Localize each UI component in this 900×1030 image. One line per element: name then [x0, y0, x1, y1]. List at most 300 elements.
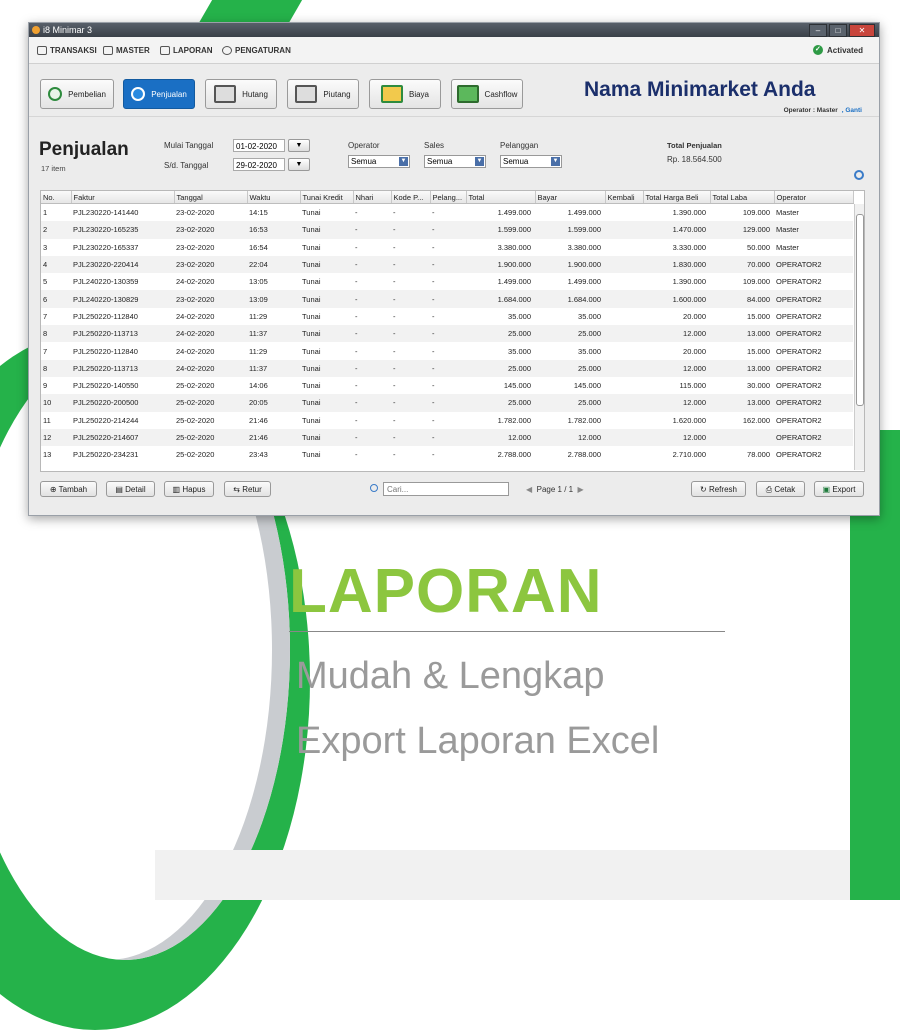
table-header: [41, 191, 853, 204]
table-cell: [605, 446, 643, 463]
table-cell: 25-02-2020: [176, 415, 215, 425]
store-name: Nama Minimarket Anda: [584, 78, 816, 101]
table-cell: -: [391, 325, 430, 342]
table-cell: 10: [41, 394, 71, 411]
chevron-down-icon: ▼: [552, 158, 559, 164]
table-cell: Tunai: [300, 325, 353, 342]
table-cell: Master: [776, 208, 799, 218]
table-row[interactable]: [41, 394, 853, 411]
table-cell: 3.380.000: [567, 242, 601, 252]
tab-biaya[interactable]: Biaya: [369, 79, 441, 109]
cart-icon: [37, 46, 47, 55]
table-cell: Tunai: [302, 277, 321, 287]
table-cell: -: [353, 325, 391, 342]
print-icon: ⎙: [765, 485, 775, 494]
table-cell: PJL240220-130829: [71, 290, 174, 307]
table-cell: -: [432, 415, 435, 425]
sales-table: [40, 190, 865, 472]
table-cell: -: [355, 311, 358, 321]
sale-icon: [131, 87, 145, 101]
item-count: 17 item: [41, 164, 66, 173]
table-cell: PJL250220-234231: [73, 450, 139, 460]
table-cell: -: [432, 208, 435, 218]
plus-icon: ⊕: [49, 485, 59, 494]
table-cell: 12.000: [643, 394, 710, 411]
table-cell: [605, 221, 643, 238]
table-row[interactable]: [41, 221, 853, 238]
table-cell: 12.000: [643, 325, 710, 342]
table-cell: 11:29: [249, 311, 268, 321]
table-cell: -: [355, 450, 358, 460]
table-cell: -: [353, 429, 391, 446]
table-cell: [605, 308, 643, 325]
table-cell: 11:37: [247, 360, 300, 377]
table-cell: 1.600.000: [643, 290, 710, 307]
table-cell: -: [353, 360, 391, 377]
table-cell: [605, 273, 643, 290]
table-cell: -: [432, 311, 435, 321]
menu-pengaturan[interactable]: PENGATURAN: [222, 46, 291, 55]
search-icon: [370, 484, 378, 492]
table-cell: 1: [43, 208, 48, 218]
table-cell: -: [393, 311, 396, 321]
page-indicator: Page 1 / 1: [536, 485, 574, 494]
ganti-link[interactable]: , Ganti: [841, 107, 862, 114]
return-icon: ⇆: [233, 485, 243, 494]
table-cell: OPERATOR2: [774, 256, 853, 273]
total-penjualan-value: Rp. 18.564.500: [667, 155, 722, 164]
table-cell: -: [391, 429, 430, 446]
table-cell: Tunai: [302, 450, 321, 460]
table-cell: PJL230220-141440: [73, 208, 139, 218]
table-cell: 13.000: [710, 360, 774, 377]
vertical-scrollbar[interactable]: [854, 204, 864, 470]
table-cell: 22:04: [247, 256, 300, 273]
menu-laporan[interactable]: LAPORAN: [160, 46, 213, 55]
table-cell: 25-02-2020: [174, 429, 247, 446]
sales-filter-label: Sales: [424, 141, 445, 150]
table-cell: 2.788.000: [567, 450, 601, 460]
total-penjualan-label: Total Penjualan: [667, 141, 722, 150]
table-cell: Tunai: [300, 429, 353, 446]
table-cell: -: [353, 394, 391, 411]
table-cell: PJL250220-140550: [73, 381, 139, 391]
export-button[interactable]: ▣ Export: [814, 481, 864, 497]
table-cell: PJL250220-112840: [73, 311, 138, 321]
table-cell: -: [393, 381, 396, 391]
table-cell: [605, 325, 643, 342]
table-cell: 84.000: [710, 290, 774, 307]
table-cell: Tunai: [302, 381, 321, 391]
table-cell: -: [391, 256, 430, 273]
table-cell: -: [391, 360, 430, 377]
table-cell: [605, 290, 643, 307]
table-row[interactable]: [41, 308, 853, 325]
column-header[interactable]: Total: [466, 191, 535, 204]
table-cell: [605, 256, 643, 273]
table-cell: 5: [43, 277, 48, 287]
cashflow-icon: [457, 85, 479, 103]
table-cell: 109.000: [742, 277, 770, 287]
table-cell: -: [393, 277, 396, 287]
minimize-button[interactable]: –: [809, 24, 827, 37]
table-cell: 23-02-2020: [174, 221, 247, 238]
table-cell: -: [353, 221, 391, 238]
table-cell: Tunai: [300, 256, 353, 273]
table-cell: 78.000: [747, 450, 770, 460]
table-cell: [605, 394, 643, 411]
table-row[interactable]: [41, 256, 853, 273]
sd-date-picker-button[interactable]: ▼: [288, 158, 310, 171]
table-cell: -: [430, 429, 466, 446]
table-cell: 21:46: [249, 415, 268, 425]
table-cell: 14:15: [249, 208, 268, 218]
table-cell: 2.788.000: [497, 450, 531, 460]
table-cell: 30.000: [747, 381, 770, 391]
table-cell: 11:37: [247, 325, 300, 342]
page-title: Penjualan: [39, 139, 129, 160]
table-cell: -: [391, 394, 430, 411]
menu-bar: [29, 37, 879, 64]
table-cell: 20.000: [683, 311, 706, 321]
table-cell: [605, 429, 643, 446]
table-cell: 1.499.000: [567, 208, 601, 218]
chevron-down-icon: ▼: [400, 158, 407, 164]
table-cell: 109.000: [742, 208, 770, 218]
pelanggan-filter-label: Pelanggan: [500, 141, 539, 150]
column-header[interactable]: Total Laba: [710, 191, 774, 204]
table-cell: [710, 429, 774, 446]
table-cell: Tunai: [302, 208, 321, 218]
table-cell: 13.000: [710, 325, 774, 342]
table-cell: Tunai: [300, 360, 353, 377]
table-cell: 8: [41, 325, 71, 342]
expense-icon: [381, 85, 403, 103]
table-row[interactable]: [41, 446, 853, 463]
tab-cashflow[interactable]: Cashflow: [451, 79, 523, 109]
table-cell: -: [355, 208, 358, 218]
table-cell: -: [393, 450, 396, 460]
detail-icon: ▤: [115, 485, 126, 494]
table-cell: 23-02-2020: [176, 242, 215, 252]
operator-info: Operator : Master , Ganti: [783, 107, 862, 114]
table-cell: 7: [43, 311, 48, 321]
table-cell: 1.684.000: [535, 290, 605, 307]
tab-pembelian[interactable]: Pembelian: [40, 79, 114, 109]
cetak-button[interactable]: ⎙ Cetak: [756, 481, 805, 497]
window-title: i8 Minimar 3: [43, 25, 93, 35]
activated-status: ✓ Activated: [813, 45, 863, 55]
scrollbar-thumb[interactable]: [856, 214, 864, 406]
table-cell: OPERATOR2: [774, 360, 853, 377]
table-cell: 6: [41, 290, 71, 307]
table-cell: -: [393, 346, 396, 356]
table-cell: OPERATOR2: [774, 290, 853, 307]
retur-button[interactable]: ⇆ Retur: [224, 481, 271, 497]
table-cell: OPERATOR2: [776, 381, 822, 391]
table-cell: 1.782.000: [567, 415, 601, 425]
table-cell: PJL230220-165235: [71, 221, 174, 238]
table-cell: 1.830.000: [643, 256, 710, 273]
column-header[interactable]: No.: [41, 191, 71, 204]
table-cell: 12.000: [466, 429, 535, 446]
gear-icon: [222, 46, 232, 55]
table-cell: OPERATOR2: [776, 311, 822, 321]
table-cell: 35.000: [508, 311, 531, 321]
table-cell: -: [432, 346, 435, 356]
column-header[interactable]: Faktur: [71, 191, 174, 204]
close-button[interactable]: ✕: [849, 24, 875, 37]
table-cell: 24-02-2020: [176, 311, 215, 321]
table-cell: OPERATOR2: [774, 429, 853, 446]
column-header[interactable]: Total Harga Beli: [643, 191, 710, 204]
table-cell: Tunai: [302, 346, 321, 356]
table-cell: 9: [43, 381, 48, 391]
column-header[interactable]: Nhari: [353, 191, 391, 204]
table-cell: 13: [43, 450, 52, 460]
table-cell: 12: [41, 429, 71, 446]
table-cell: PJL250220-200500: [71, 394, 174, 411]
next-page-icon[interactable]: ▶: [573, 485, 584, 494]
table-cell: [605, 377, 643, 394]
table-cell: 3.330.000: [672, 242, 706, 252]
hapus-button[interactable]: ▥ Hapus: [164, 481, 214, 497]
table-cell: -: [391, 290, 430, 307]
column-header[interactable]: Waktu: [247, 191, 300, 204]
table-cell: 23:43: [249, 450, 268, 460]
app-icon: [32, 26, 40, 34]
table-cell: Master: [774, 221, 853, 238]
table-cell: 1.390.000: [672, 277, 706, 287]
table-cell: 24-02-2020: [174, 325, 247, 342]
sd-tanggal-field[interactable]: 29-02-2020: [233, 158, 285, 171]
refresh-icon: ↻: [700, 485, 709, 494]
table-cell: -: [355, 242, 358, 252]
prev-page-icon[interactable]: ◀: [526, 485, 537, 494]
pelanggan-select[interactable]: Semua ▼: [500, 155, 562, 168]
column-header[interactable]: Pelang...: [430, 191, 466, 204]
search-input[interactable]: [383, 482, 509, 496]
table-cell: 16:54: [249, 242, 268, 252]
table-row[interactable]: [41, 360, 853, 377]
table-cell: 35.000: [508, 346, 531, 356]
table-cell: 129.000: [710, 221, 774, 238]
operator-select[interactable]: Semua ▼: [348, 155, 410, 168]
table-cell: 11: [43, 415, 51, 425]
table-cell: -: [393, 242, 396, 252]
menu-transaksi[interactable]: TRANSAKSI: [37, 46, 97, 55]
table-cell: Tunai: [302, 311, 321, 321]
table-cell: PJL250220-214607: [71, 429, 174, 446]
table-cell: -: [355, 381, 358, 391]
table-cell: 12.000: [643, 429, 710, 446]
table-cell: -: [355, 346, 358, 356]
tab-hutang[interactable]: Hutang: [205, 79, 277, 109]
table-cell: PJL250220-214244: [73, 415, 139, 425]
maximize-button[interactable]: □: [829, 24, 847, 37]
operator-filter-label: Operator: [348, 141, 380, 150]
table-row[interactable]: [41, 377, 853, 394]
purchase-icon: [48, 87, 62, 101]
table-cell: 25.000: [535, 360, 605, 377]
table-cell: -: [430, 290, 466, 307]
table-cell: Tunai: [300, 394, 353, 411]
table-row[interactable]: [41, 412, 853, 429]
column-header[interactable]: Kembali: [605, 191, 643, 204]
column-header[interactable]: Tanggal: [174, 191, 247, 204]
table-cell: 145.000: [503, 381, 531, 391]
table-cell: PJL250220-113713: [71, 325, 174, 342]
table-cell: 16:53: [247, 221, 300, 238]
pagination: [526, 485, 584, 494]
detail-button[interactable]: ▤ Detail: [106, 481, 155, 497]
debt-icon: [214, 85, 236, 103]
trash-icon: ▥: [172, 485, 183, 494]
sales-select[interactable]: Semua ▼: [424, 155, 486, 168]
tagline-easy-complete: Mudah & Lengkap: [296, 655, 605, 697]
table-cell: -: [430, 221, 466, 238]
table-row[interactable]: [41, 325, 853, 342]
table-cell: 8: [41, 360, 71, 377]
table-cell: 50.000: [747, 242, 770, 252]
table-cell: -: [430, 325, 466, 342]
column-header[interactable]: Kode P...: [391, 191, 430, 204]
table-cell: 23-02-2020: [176, 208, 215, 218]
mulai-tanggal-field[interactable]: 01-02-2020: [233, 139, 285, 152]
table-cell: -: [393, 208, 396, 218]
table-cell: 13:09: [247, 290, 300, 307]
table-cell: 2: [41, 221, 71, 238]
table-cell: 1.684.000: [466, 290, 535, 307]
table-row[interactable]: [41, 342, 853, 359]
table-cell: PJL240220-130359: [73, 277, 139, 287]
table-cell: PJL250220-112840: [73, 346, 138, 356]
mulai-tanggal-label: Mulai Tanggal: [164, 141, 214, 150]
tab-piutang[interactable]: Piutang: [287, 79, 359, 109]
table-cell: -: [355, 415, 358, 425]
menu-master[interactable]: MASTER: [103, 46, 150, 55]
table-cell: 25.000: [535, 325, 605, 342]
table-cell: -: [432, 450, 435, 460]
sd-tanggal-label: S/d. Tanggal: [164, 161, 209, 170]
table-cell: 12.000: [535, 429, 605, 446]
table-cell: 1.900.000: [466, 256, 535, 273]
divider: [289, 631, 725, 632]
column-header[interactable]: Operator: [774, 191, 853, 204]
tab-penjualan[interactable]: Penjualan: [123, 79, 195, 109]
table-cell: 1.499.000: [497, 208, 531, 218]
headline: LAPORAN: [289, 557, 603, 626]
table-cell: 70.000: [710, 256, 774, 273]
table-cell: [605, 342, 643, 359]
table-cell: -: [430, 360, 466, 377]
settings-gear-icon[interactable]: [854, 170, 864, 180]
table-cell: OPERATOR2: [776, 450, 822, 460]
table-cell: 1.499.000: [567, 277, 601, 287]
table-cell: Tunai: [300, 290, 353, 307]
table-cell: 25.000: [466, 394, 535, 411]
table-cell: 20:05: [247, 394, 300, 411]
table-cell: 13:05: [249, 277, 268, 287]
table-cell: 2.710.000: [672, 450, 706, 460]
table-cell: 15.000: [747, 311, 770, 321]
table-cell: [605, 204, 643, 222]
table-cell: OPERATOR2: [776, 346, 822, 356]
table-cell: 24-02-2020: [176, 346, 215, 356]
table-cell: OPERATOR2: [776, 277, 822, 287]
table-cell: Master: [776, 242, 799, 252]
column-header[interactable]: Bayar: [535, 191, 605, 204]
table-cell: 1.900.000: [535, 256, 605, 273]
table-cell: 25.000: [466, 325, 535, 342]
table-cell: [605, 412, 643, 429]
table-cell: -: [393, 415, 396, 425]
table-row[interactable]: [41, 290, 853, 307]
excel-icon: ▣: [822, 485, 833, 494]
table-cell: -: [432, 242, 435, 252]
table-cell: 24-02-2020: [174, 360, 247, 377]
table-cell: 162.000: [742, 415, 770, 425]
table-cell: [605, 239, 643, 256]
table-cell: 24-02-2020: [176, 277, 215, 287]
table-row[interactable]: [41, 429, 853, 446]
table-cell: PJL230220-220414: [71, 256, 174, 273]
table-cell: 1.599.000: [466, 221, 535, 238]
table-cell: -: [432, 381, 435, 391]
table-cell: 35.000: [578, 346, 601, 356]
table-row[interactable]: [41, 204, 853, 222]
report-icon: [160, 46, 170, 55]
table-cell: -: [353, 290, 391, 307]
table-cell: 20.000: [683, 346, 706, 356]
table-cell: 145.000: [573, 381, 601, 391]
table-cell: 15.000: [747, 346, 770, 356]
tambah-button[interactable]: ⊕ Tambah: [40, 481, 97, 497]
table-cell: 115.000: [679, 381, 706, 391]
table-cell: 25-02-2020: [174, 394, 247, 411]
table-cell: 25.000: [466, 360, 535, 377]
table-cell: 1.499.000: [497, 277, 531, 287]
table-cell: 3: [43, 242, 48, 252]
table-cell: 1.599.000: [535, 221, 605, 238]
table-cell: -: [430, 256, 466, 273]
table-cell: 25-02-2020: [176, 450, 215, 460]
table-cell: OPERATOR2: [774, 325, 853, 342]
column-header[interactable]: Tunai Kredit: [300, 191, 353, 204]
table-cell: -: [355, 277, 358, 287]
table-cell: 1.782.000: [497, 415, 531, 425]
table-cell: 4: [41, 256, 71, 273]
table-row[interactable]: [41, 273, 853, 290]
table-cell: 1.620.000: [672, 415, 706, 425]
database-icon: [103, 46, 113, 55]
table-row[interactable]: [41, 239, 853, 256]
table-cell: 21:46: [247, 429, 300, 446]
table-cell: 14:06: [249, 381, 268, 391]
table-cell: -: [353, 256, 391, 273]
receivable-icon: [295, 85, 317, 103]
table-cell: 23-02-2020: [174, 290, 247, 307]
chevron-down-icon: ▼: [476, 158, 483, 164]
mulai-date-picker-button[interactable]: ▼: [288, 139, 310, 152]
check-icon: ✓: [813, 45, 823, 55]
table-cell: OPERATOR2: [774, 394, 853, 411]
refresh-button[interactable]: ↻ Refresh: [691, 481, 746, 497]
table-cell: PJL230220-165337: [73, 242, 139, 252]
table-cell: [605, 360, 643, 377]
table-cell: 13.000: [710, 394, 774, 411]
table-cell: -: [432, 277, 435, 287]
